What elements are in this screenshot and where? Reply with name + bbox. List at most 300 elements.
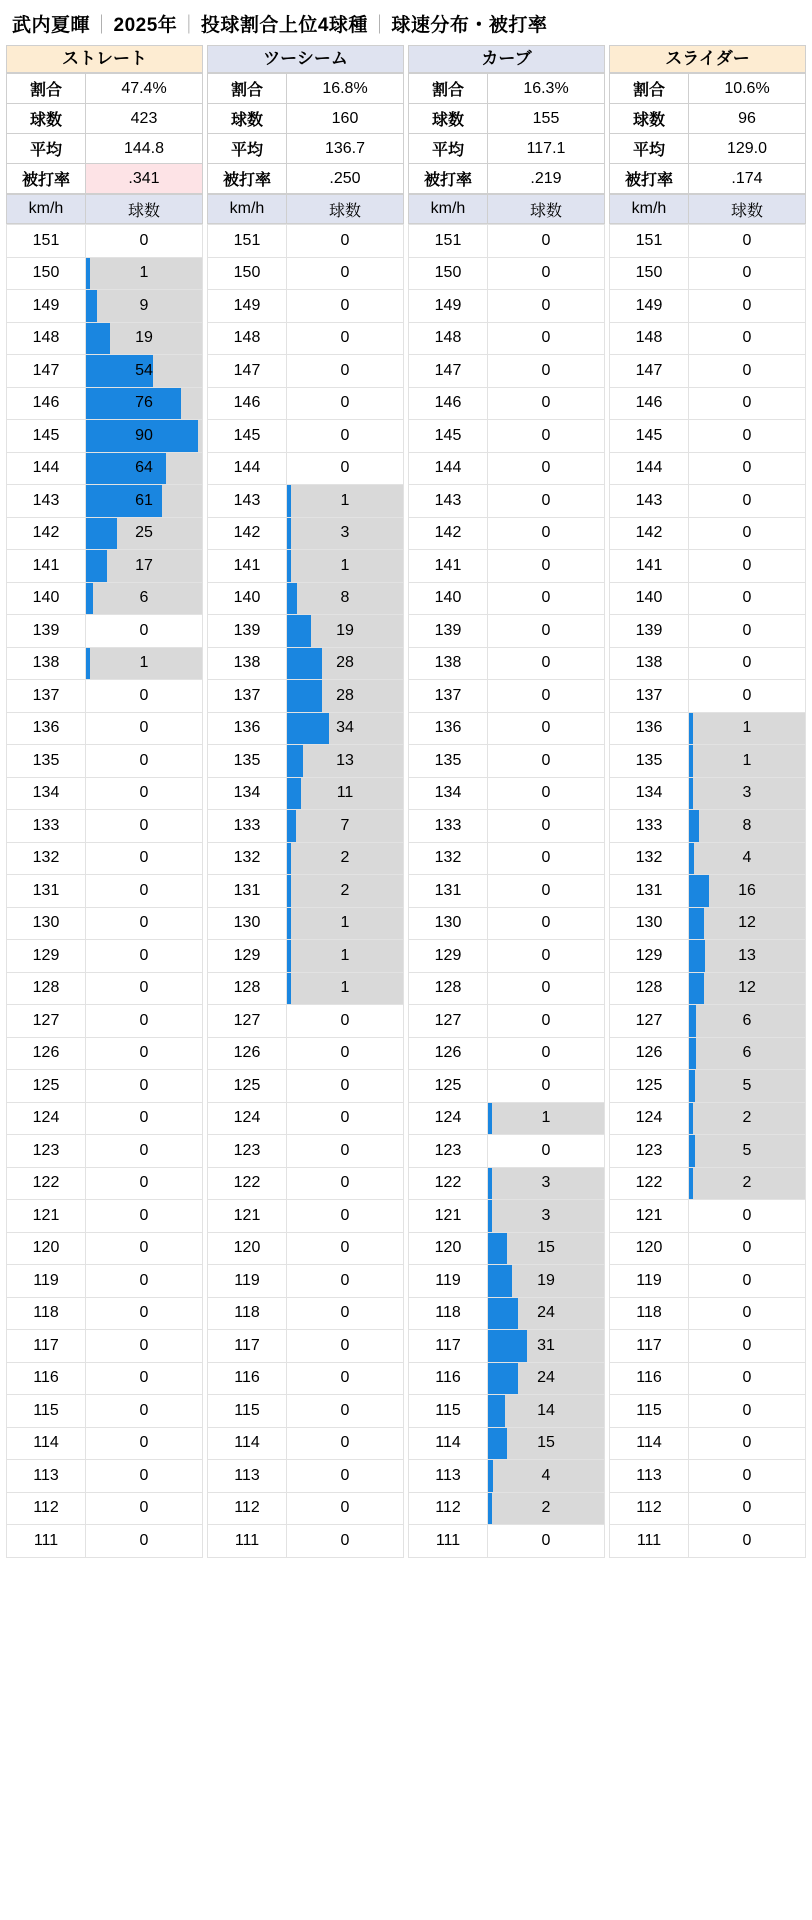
speed-value: 136 bbox=[208, 712, 287, 745]
table-row bbox=[208, 1492, 404, 1525]
count-cell bbox=[689, 1167, 806, 1200]
speed-value: 142 bbox=[610, 517, 689, 550]
count-cell bbox=[86, 452, 203, 485]
table-row bbox=[610, 355, 806, 388]
table-row bbox=[7, 452, 203, 485]
speed-value: 151 bbox=[7, 225, 86, 258]
count-cell bbox=[86, 517, 203, 550]
speed-value: 114 bbox=[7, 1427, 86, 1460]
table-row bbox=[409, 1460, 605, 1493]
bar bbox=[287, 550, 291, 582]
table-row bbox=[7, 517, 203, 550]
speed-value: 129 bbox=[7, 940, 86, 973]
ratio-label: 割合 bbox=[208, 74, 287, 104]
table-row bbox=[610, 940, 806, 973]
count-value: 0 bbox=[742, 1531, 752, 1549]
table-row bbox=[7, 1460, 203, 1493]
count-header: 球数 bbox=[689, 195, 806, 224]
speed-value: 143 bbox=[208, 485, 287, 518]
pitch-type-name: カーブ bbox=[409, 46, 605, 73]
count-value: 0 bbox=[742, 1401, 752, 1419]
speed-value: 122 bbox=[7, 1167, 86, 1200]
count-value: 14 bbox=[537, 1401, 555, 1419]
count-cell bbox=[86, 940, 203, 973]
bar bbox=[488, 1363, 518, 1395]
count-cell bbox=[488, 550, 605, 583]
count-value: 6 bbox=[139, 589, 149, 607]
speed-value: 119 bbox=[7, 1265, 86, 1298]
count-value: 0 bbox=[742, 1271, 752, 1289]
speed-value: 123 bbox=[7, 1135, 86, 1168]
pitch-type-columns bbox=[0, 45, 812, 1558]
bar bbox=[287, 615, 311, 647]
speed-value: 126 bbox=[208, 1037, 287, 1070]
speed-value: 118 bbox=[208, 1297, 287, 1330]
speed-value: 118 bbox=[7, 1297, 86, 1330]
count-cell bbox=[287, 1070, 404, 1103]
speed-value: 118 bbox=[409, 1297, 488, 1330]
bar bbox=[287, 843, 291, 875]
table-row bbox=[610, 1492, 806, 1525]
count-value: 3 bbox=[541, 1174, 551, 1192]
table-row bbox=[208, 582, 404, 615]
speed-value: 122 bbox=[409, 1167, 488, 1200]
table-row bbox=[610, 615, 806, 648]
bar bbox=[287, 810, 296, 842]
count-cell bbox=[488, 582, 605, 615]
table-row bbox=[409, 420, 605, 453]
table-row bbox=[208, 972, 404, 1005]
table-row bbox=[7, 1330, 203, 1363]
count-value: 0 bbox=[742, 231, 752, 249]
count-cell bbox=[287, 485, 404, 518]
speed-value: 124 bbox=[7, 1102, 86, 1135]
speed-value: 129 bbox=[610, 940, 689, 973]
table-row bbox=[409, 972, 605, 1005]
count-cell bbox=[689, 452, 806, 485]
count-cell bbox=[689, 745, 806, 778]
count-cell bbox=[488, 387, 605, 420]
table-row bbox=[208, 355, 404, 388]
count-cell bbox=[287, 712, 404, 745]
table-row bbox=[7, 225, 203, 258]
count-value: 0 bbox=[340, 1531, 350, 1549]
speed-value: 137 bbox=[610, 680, 689, 713]
count-cell bbox=[287, 1525, 404, 1558]
count-value: 0 bbox=[139, 1109, 149, 1127]
average-label: 平均 bbox=[7, 134, 86, 164]
count-cell bbox=[488, 1395, 605, 1428]
table-row bbox=[610, 1297, 806, 1330]
count-value: 2 bbox=[541, 1499, 551, 1517]
table-row bbox=[409, 875, 605, 908]
table-row bbox=[7, 387, 203, 420]
count-value: 0 bbox=[139, 816, 149, 834]
count-cell bbox=[488, 712, 605, 745]
bar bbox=[689, 713, 693, 745]
table-row bbox=[610, 1102, 806, 1135]
count-value: 0 bbox=[541, 589, 551, 607]
table-row bbox=[7, 1070, 203, 1103]
count-cell bbox=[488, 1460, 605, 1493]
speed-value: 119 bbox=[208, 1265, 287, 1298]
count-value: 0 bbox=[742, 329, 752, 347]
table-row bbox=[7, 615, 203, 648]
count-cell bbox=[287, 550, 404, 583]
count-cell bbox=[488, 1167, 605, 1200]
season: 2025年 bbox=[113, 15, 178, 36]
pitch-type-column bbox=[207, 45, 404, 1558]
bar bbox=[488, 1493, 492, 1525]
table-row bbox=[409, 680, 605, 713]
table-row bbox=[610, 1200, 806, 1233]
count-cell bbox=[689, 550, 806, 583]
table-row bbox=[610, 810, 806, 843]
count-value: 13 bbox=[336, 751, 354, 769]
pitches-label: 球数 bbox=[409, 104, 488, 134]
count-cell bbox=[287, 1232, 404, 1265]
speed-value: 131 bbox=[208, 875, 287, 908]
count-cell bbox=[86, 1135, 203, 1168]
summary-stats bbox=[408, 73, 605, 194]
count-value: 0 bbox=[139, 1369, 149, 1387]
speed-value: 118 bbox=[610, 1297, 689, 1330]
speed-value: 140 bbox=[7, 582, 86, 615]
count-value: 4 bbox=[541, 1466, 551, 1484]
count-header: 球数 bbox=[86, 195, 203, 224]
bar bbox=[689, 940, 705, 972]
count-value: 0 bbox=[139, 621, 149, 639]
table-row bbox=[7, 1037, 203, 1070]
table-row bbox=[7, 875, 203, 908]
table-row bbox=[208, 1102, 404, 1135]
table-row bbox=[409, 387, 605, 420]
table-row bbox=[409, 290, 605, 323]
speed-value: 148 bbox=[208, 322, 287, 355]
table-row bbox=[208, 420, 404, 453]
table-row bbox=[208, 452, 404, 485]
speed-value: 120 bbox=[208, 1232, 287, 1265]
table-row bbox=[610, 1037, 806, 1070]
count-value: 0 bbox=[541, 816, 551, 834]
count-header: 球数 bbox=[488, 195, 605, 224]
table-row bbox=[610, 1070, 806, 1103]
speed-value: 116 bbox=[7, 1362, 86, 1395]
count-cell bbox=[287, 1330, 404, 1363]
table-row bbox=[208, 1330, 404, 1363]
count-value: 0 bbox=[139, 231, 149, 249]
table-row bbox=[610, 550, 806, 583]
count-value: 0 bbox=[340, 1174, 350, 1192]
batting-average-label: 被打率 bbox=[7, 164, 86, 194]
speed-value: 138 bbox=[610, 647, 689, 680]
count-value: 0 bbox=[541, 751, 551, 769]
speed-value: 132 bbox=[208, 842, 287, 875]
table-row bbox=[610, 387, 806, 420]
count-cell bbox=[488, 1362, 605, 1395]
title-separator-1: ｜ bbox=[92, 15, 112, 36]
count-cell bbox=[689, 355, 806, 388]
count-value: 1 bbox=[139, 264, 149, 282]
table-row bbox=[610, 257, 806, 290]
speed-value: 136 bbox=[7, 712, 86, 745]
table-row bbox=[610, 517, 806, 550]
pitches-label: 球数 bbox=[610, 104, 689, 134]
count-value: 0 bbox=[541, 946, 551, 964]
count-cell bbox=[488, 1525, 605, 1558]
count-value: 28 bbox=[336, 686, 354, 704]
speed-value: 138 bbox=[208, 647, 287, 680]
table-row bbox=[208, 1265, 404, 1298]
speed-value: 135 bbox=[409, 745, 488, 778]
count-cell bbox=[488, 1037, 605, 1070]
count-cell bbox=[689, 875, 806, 908]
count-cell bbox=[689, 257, 806, 290]
table-row bbox=[7, 1525, 203, 1558]
speed-value: 126 bbox=[409, 1037, 488, 1070]
speed-value: 140 bbox=[208, 582, 287, 615]
count-value: 8 bbox=[340, 589, 350, 607]
page-title bbox=[0, 0, 812, 45]
count-value: 5 bbox=[742, 1141, 752, 1159]
speed-unit-header: km/h bbox=[7, 195, 86, 224]
count-value: 34 bbox=[336, 719, 354, 737]
table-row bbox=[409, 810, 605, 843]
speed-value: 133 bbox=[409, 810, 488, 843]
count-value: 0 bbox=[340, 426, 350, 444]
speed-value: 146 bbox=[610, 387, 689, 420]
table-row bbox=[610, 452, 806, 485]
count-value: 0 bbox=[541, 394, 551, 412]
distribution-header bbox=[207, 194, 404, 224]
count-cell bbox=[86, 712, 203, 745]
table-row bbox=[7, 582, 203, 615]
count-cell bbox=[287, 810, 404, 843]
speed-value: 145 bbox=[7, 420, 86, 453]
count-value: 0 bbox=[139, 719, 149, 737]
count-value: 0 bbox=[541, 491, 551, 509]
count-value: 2 bbox=[742, 1174, 752, 1192]
count-value: 28 bbox=[336, 654, 354, 672]
speed-value: 132 bbox=[7, 842, 86, 875]
speed-value: 125 bbox=[610, 1070, 689, 1103]
speed-value: 150 bbox=[409, 257, 488, 290]
count-cell bbox=[689, 777, 806, 810]
count-cell bbox=[689, 290, 806, 323]
bar bbox=[689, 908, 704, 940]
summary-stats bbox=[6, 73, 203, 194]
table-row bbox=[7, 777, 203, 810]
count-cell bbox=[488, 257, 605, 290]
count-value: 17 bbox=[135, 556, 153, 574]
speed-value: 138 bbox=[7, 647, 86, 680]
speed-value: 137 bbox=[409, 680, 488, 713]
count-value: 19 bbox=[135, 329, 153, 347]
speed-value: 143 bbox=[7, 485, 86, 518]
table-row bbox=[208, 1427, 404, 1460]
speed-value: 122 bbox=[610, 1167, 689, 1200]
count-value: 0 bbox=[742, 1369, 752, 1387]
count-cell bbox=[488, 1200, 605, 1233]
count-value: 0 bbox=[541, 914, 551, 932]
speed-value: 127 bbox=[208, 1005, 287, 1038]
count-value: 76 bbox=[135, 394, 153, 412]
count-cell bbox=[287, 1265, 404, 1298]
speed-value: 112 bbox=[208, 1492, 287, 1525]
speed-value: 111 bbox=[409, 1525, 488, 1558]
bar bbox=[86, 290, 97, 322]
speed-value: 149 bbox=[7, 290, 86, 323]
count-cell bbox=[86, 810, 203, 843]
table-row bbox=[610, 1265, 806, 1298]
speed-value: 131 bbox=[610, 875, 689, 908]
table-row bbox=[208, 1460, 404, 1493]
table-row bbox=[208, 680, 404, 713]
speed-value: 135 bbox=[208, 745, 287, 778]
count-value: 1 bbox=[742, 719, 752, 737]
count-value: 0 bbox=[340, 361, 350, 379]
count-cell bbox=[488, 225, 605, 258]
count-cell bbox=[287, 777, 404, 810]
count-cell bbox=[287, 1427, 404, 1460]
count-value: 0 bbox=[541, 1011, 551, 1029]
bar bbox=[86, 258, 90, 290]
table-row bbox=[610, 907, 806, 940]
table-row bbox=[409, 1525, 605, 1558]
speed-value: 117 bbox=[208, 1330, 287, 1363]
bar bbox=[689, 1103, 693, 1135]
speed-value: 134 bbox=[610, 777, 689, 810]
speed-value: 130 bbox=[610, 907, 689, 940]
table-row bbox=[7, 355, 203, 388]
count-value: 2 bbox=[742, 1109, 752, 1127]
distribution-header bbox=[609, 194, 806, 224]
table-row bbox=[409, 712, 605, 745]
speed-value: 111 bbox=[7, 1525, 86, 1558]
speed-value: 125 bbox=[208, 1070, 287, 1103]
summary-table bbox=[207, 45, 404, 73]
count-value: 0 bbox=[340, 1499, 350, 1517]
count-cell bbox=[689, 615, 806, 648]
table-row bbox=[610, 842, 806, 875]
table-row bbox=[409, 1297, 605, 1330]
bar bbox=[689, 745, 693, 777]
table-row bbox=[610, 1330, 806, 1363]
speed-value: 150 bbox=[208, 257, 287, 290]
speed-value: 117 bbox=[409, 1330, 488, 1363]
pitches-label: 球数 bbox=[7, 104, 86, 134]
pitch-type-column bbox=[408, 45, 605, 1558]
table-row bbox=[208, 322, 404, 355]
count-value: 0 bbox=[742, 361, 752, 379]
summary-table bbox=[609, 45, 806, 73]
count-value: 0 bbox=[541, 459, 551, 477]
count-cell bbox=[488, 842, 605, 875]
count-value: 0 bbox=[742, 654, 752, 672]
table-row bbox=[610, 1395, 806, 1428]
table-row bbox=[409, 225, 605, 258]
count-value: 0 bbox=[742, 589, 752, 607]
count-cell bbox=[287, 972, 404, 1005]
table-row bbox=[7, 420, 203, 453]
summary-stats bbox=[207, 73, 404, 194]
table-row bbox=[7, 842, 203, 875]
count-cell bbox=[488, 907, 605, 940]
count-cell bbox=[689, 712, 806, 745]
count-cell bbox=[689, 1037, 806, 1070]
table-row bbox=[7, 257, 203, 290]
ratio-value: 10.6% bbox=[689, 74, 806, 104]
pitch-type-name: ツーシーム bbox=[208, 46, 404, 73]
count-value: 0 bbox=[742, 1239, 752, 1257]
table-row bbox=[409, 1492, 605, 1525]
count-value: 1 bbox=[139, 654, 149, 672]
count-cell bbox=[488, 1492, 605, 1525]
bar bbox=[287, 908, 291, 940]
speed-value: 147 bbox=[610, 355, 689, 388]
count-cell bbox=[689, 810, 806, 843]
count-value: 0 bbox=[139, 881, 149, 899]
pitches-value: 160 bbox=[287, 104, 404, 134]
count-value: 3 bbox=[541, 1206, 551, 1224]
table-row bbox=[409, 615, 605, 648]
speed-value: 126 bbox=[610, 1037, 689, 1070]
speed-value: 135 bbox=[7, 745, 86, 778]
count-cell bbox=[689, 1330, 806, 1363]
speed-value: 139 bbox=[409, 615, 488, 648]
speed-value: 147 bbox=[208, 355, 287, 388]
speed-value: 116 bbox=[409, 1362, 488, 1395]
table-row bbox=[409, 1427, 605, 1460]
table-row bbox=[7, 1135, 203, 1168]
speed-value: 119 bbox=[409, 1265, 488, 1298]
pitches-value: 96 bbox=[689, 104, 806, 134]
speed-value: 123 bbox=[610, 1135, 689, 1168]
table-row bbox=[7, 1232, 203, 1265]
count-value: 0 bbox=[541, 654, 551, 672]
count-value: 0 bbox=[340, 231, 350, 249]
count-cell bbox=[287, 452, 404, 485]
bar bbox=[86, 518, 117, 550]
count-cell bbox=[689, 907, 806, 940]
count-cell bbox=[86, 1395, 203, 1428]
count-cell bbox=[488, 745, 605, 778]
speed-value: 125 bbox=[7, 1070, 86, 1103]
count-value: 0 bbox=[340, 1239, 350, 1257]
count-value: 0 bbox=[340, 1304, 350, 1322]
table-row bbox=[409, 517, 605, 550]
count-cell bbox=[287, 1167, 404, 1200]
table-row bbox=[610, 712, 806, 745]
count-cell bbox=[86, 777, 203, 810]
table-row bbox=[7, 1265, 203, 1298]
count-cell bbox=[488, 355, 605, 388]
table-row bbox=[610, 1135, 806, 1168]
count-value: 0 bbox=[541, 524, 551, 542]
count-cell bbox=[488, 777, 605, 810]
count-value: 0 bbox=[742, 556, 752, 574]
count-value: 0 bbox=[541, 849, 551, 867]
count-cell bbox=[86, 355, 203, 388]
table-row bbox=[610, 485, 806, 518]
table-row bbox=[409, 257, 605, 290]
ratio-value: 47.4% bbox=[86, 74, 203, 104]
count-value: 0 bbox=[340, 394, 350, 412]
count-cell bbox=[86, 745, 203, 778]
speed-value: 137 bbox=[208, 680, 287, 713]
count-value: 0 bbox=[742, 1304, 752, 1322]
count-cell bbox=[86, 550, 203, 583]
